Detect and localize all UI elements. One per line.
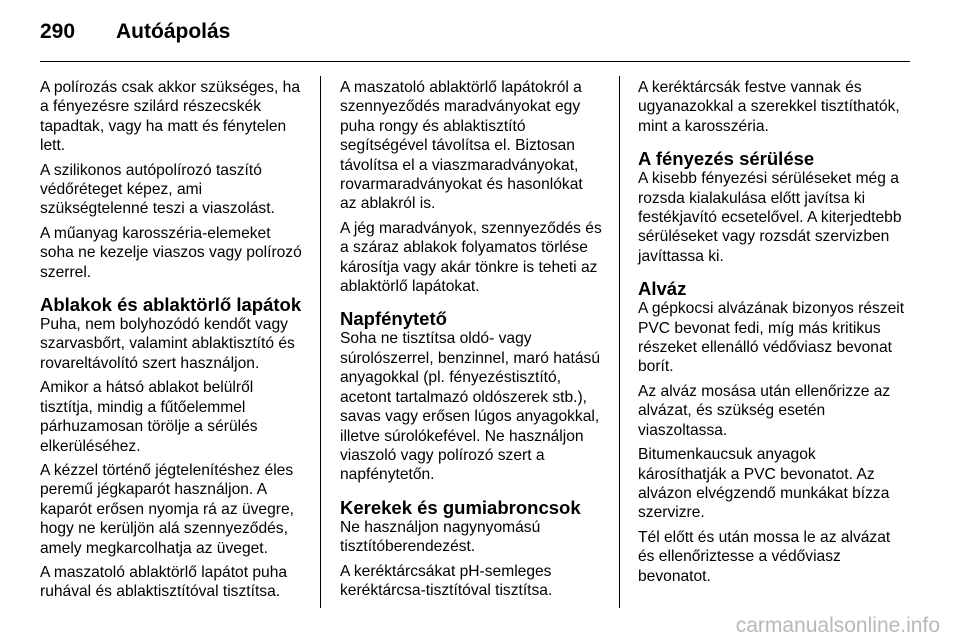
paragraph: A maszatoló ablaktörlő lapátokról a szennyeződés maradványokat egy puha rongy és ablaktisztító segítségével távolítsa el. Biztosan távolítsa el a viaszmaradványokat, rovarmaradványokat és hasonlókat az ablakról is. <box>340 79 583 213</box>
column-divider <box>619 76 620 608</box>
page-number: 290 <box>40 20 76 43</box>
paragraph: Amikor a hátsó ablakot belülről tisztítja, mindig a fűtőelemmel párhuzamosan törölje a sérülés elkerüléséhez. <box>40 379 258 455</box>
paragraph: Puha, nem bolyhozódó kendőt vagy szarvasbőrt, valamint ablaktisztító és rovareltávolító szert használjon. <box>40 316 295 372</box>
column-3 <box>638 78 906 591</box>
header-rule <box>40 61 910 62</box>
paragraph: A kisebb fényezési sérüléseket még a rozsda kialakulása előtt javítsa ki festékjavító ecsetelővel. A kiterjedtebb sérüléseket vagy rozsdát szervizben javíttassa ki. <box>638 170 902 265</box>
paragraph: A műanyag karosszéria-elemeket soha ne kezelje viaszos vagy polírozó szerrel. <box>40 224 302 281</box>
paragraph: A keréktárcsákat pH-semleges keréktárcsa-tisztítóval tisztítsa. <box>340 562 553 599</box>
paragraph: A gépkocsi alvázának bizonyos részeit PVC bevonat fedi, míg más kritikus részeket ellenálló védőviasz bevonat borít. <box>638 300 905 376</box>
section-heading: A fényezés sérülése <box>638 148 815 170</box>
paragraph: A maszatoló ablaktörlő lapátot puha ruhával és ablaktisztítóval tisztítsa. <box>40 563 288 601</box>
paragraph: Tél előtt és után mossa le az alvázat és ellenőriztesse a védőviasz bevonatot. <box>638 528 891 585</box>
paragraph: A jég maradványok, szennyeződés és a száraz ablakok folyamatos törlése károsítja vagy akár tönkre is teheti az ablaktörlő lapátokat. <box>340 219 602 296</box>
watermark: carmanualsonline.info <box>735 614 940 637</box>
paragraph: A keréktárcsák festve vannak és ugyanazokkal a szerekkel tisztíthatók, mint a karosszéria. <box>638 79 900 135</box>
column-2 <box>340 78 602 605</box>
paragraph: A polírozás csak akkor szükséges, ha a fényezésre szilárd részecskék tapadtak, vagy ha matt és fénytelen lett. <box>40 79 301 155</box>
section-heading: Ablakok és ablaktörlő lapátok <box>40 294 302 316</box>
paragraph: Bitumenkaucsuk anyagok károsíthatják a PVC bevonatot. Az alvázon elvégzendő munkákat bízza szervizre. <box>638 446 890 522</box>
section-heading: Napfénytető <box>340 308 447 330</box>
section-heading: Kerekek és gumiabroncsok <box>340 496 581 518</box>
column-divider <box>320 76 321 608</box>
section-heading: Alváz <box>638 278 687 300</box>
paragraph: Ne használjon nagynyomású tisztítóberendezést. <box>340 518 541 556</box>
paragraph: Az alváz mosása után ellenőrizze az alvázat, és szükség esetén viaszoltassa. <box>638 382 891 439</box>
paragraph: A szilikonos autópolírozó taszító védőréteget képez, ami szükségtelenné teszi a viaszolást. <box>40 161 275 218</box>
column-1 <box>40 78 308 607</box>
paragraph: Soha ne tisztítsa oldó- vagy súrolószerrel, benzinnel, maró hatású anyagokkal (pl. fényezéstisztító, acetont tartalmazó oldószerek stb.), savas vagy erősen lúgos anyagokkal, illetve súrolókefével. Ne használjon viaszoló vagy polírozó szert a napfénytetőn. <box>340 330 601 484</box>
paragraph: A kézzel történő jégtelenítéshez éles peremű jégkaparót használjon. A kaparót erősen nyomja rá az üvegre, hogy ne kerüljön alá szennyeződés, amely megkarcolhatja az üveget. <box>40 461 294 557</box>
page-title: Autóápolás <box>116 20 231 43</box>
